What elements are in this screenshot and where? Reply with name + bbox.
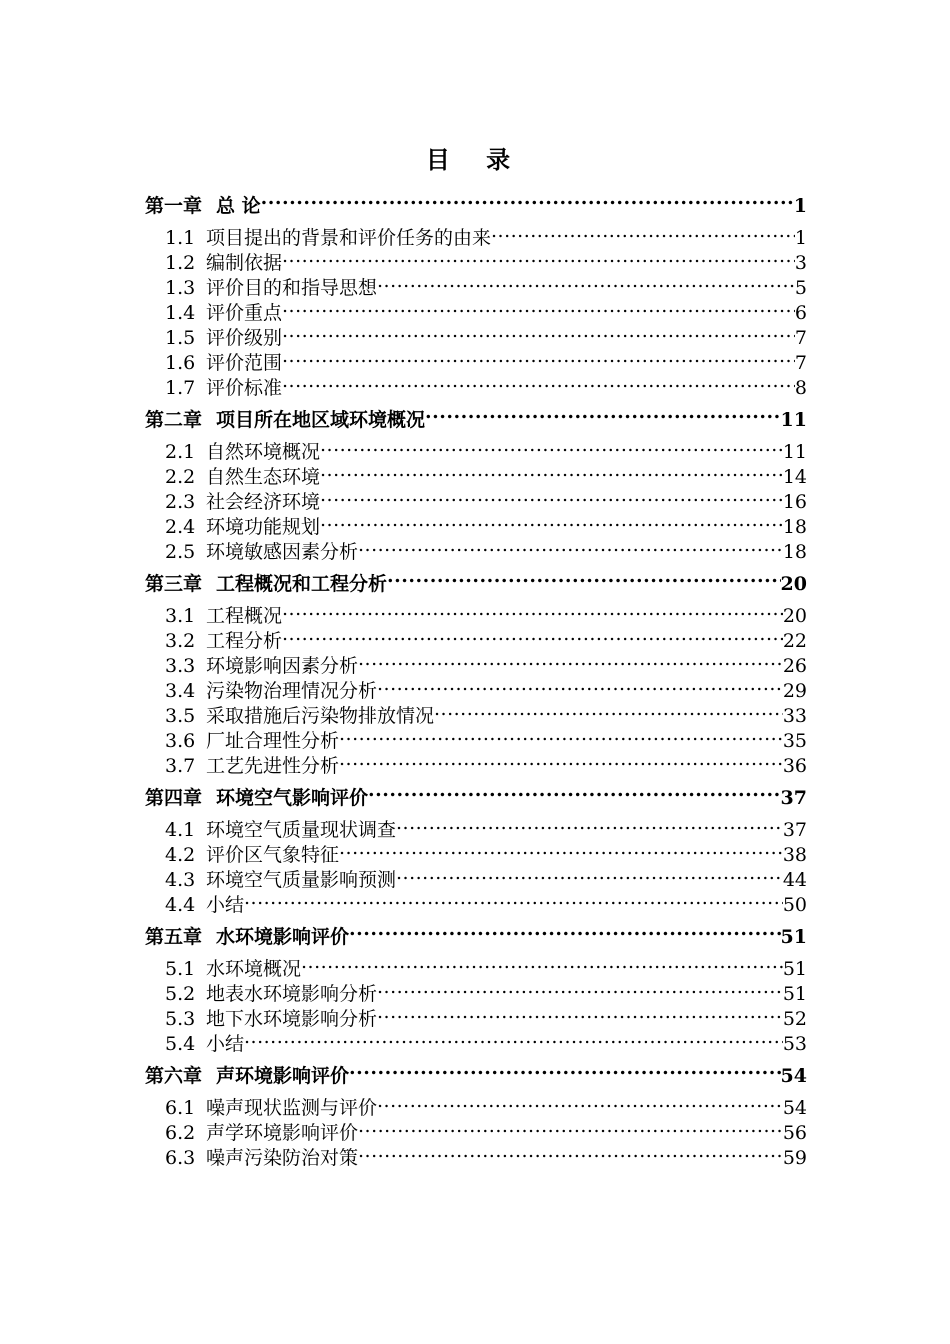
section-title: 评价目的和指导思想 xyxy=(206,277,378,299)
dot-leader xyxy=(349,1063,781,1082)
dot-leader xyxy=(358,539,783,558)
section-title: 采取措施后污染物排放情况 xyxy=(206,705,435,727)
dot-leader xyxy=(320,439,783,458)
toc-section-entry[interactable] xyxy=(145,350,807,375)
section-title: 环境影响因素分析 xyxy=(206,655,359,677)
toc-section-entry[interactable] xyxy=(145,375,807,400)
chapter-title: 总 论 xyxy=(216,195,261,217)
dot-leader xyxy=(396,817,783,836)
section-page-number: 36 xyxy=(782,755,807,777)
section-title: 编制依据 xyxy=(206,252,283,274)
section-title: 项目提出的背景和评价任务的由来 xyxy=(206,227,492,249)
toc-section-entry[interactable] xyxy=(145,539,807,564)
toc-section-entry[interactable] xyxy=(145,842,807,867)
table-of-contents xyxy=(145,192,807,1170)
section-title: 地表水环境影响分析 xyxy=(206,983,378,1005)
section-page-number: 37 xyxy=(782,819,807,841)
section-title: 地下水环境影响分析 xyxy=(206,1008,378,1030)
chapter-page-number: 37 xyxy=(780,787,807,809)
toc-section-entry[interactable] xyxy=(145,489,807,514)
section-page-number: 59 xyxy=(782,1147,807,1169)
section-page-number: 22 xyxy=(782,630,807,652)
section-number: 2.4 xyxy=(165,516,196,538)
section-number: 3.4 xyxy=(165,680,196,702)
toc-section-entry[interactable] xyxy=(145,275,807,300)
section-title: 污染物治理情况分析 xyxy=(206,680,378,702)
section-page-number: 51 xyxy=(782,983,807,1005)
toc-section-entry[interactable] xyxy=(145,817,807,842)
section-page-number: 7 xyxy=(794,352,807,374)
toc-chapter-entry[interactable] xyxy=(145,570,807,598)
chapter-page-number: 1 xyxy=(793,195,807,217)
section-title: 噪声污染防治对策 xyxy=(206,1147,359,1169)
section-number: 5.2 xyxy=(165,983,196,1005)
section-title: 声学环境影响评价 xyxy=(206,1122,359,1144)
chapter-title: 环境空气影响评价 xyxy=(216,787,369,809)
section-page-number: 3 xyxy=(794,252,807,274)
dot-leader xyxy=(349,924,781,943)
section-page-number: 44 xyxy=(782,869,807,891)
section-title: 噪声现状监测与评价 xyxy=(206,1097,378,1119)
dot-leader xyxy=(377,981,783,1000)
dot-leader xyxy=(282,350,795,369)
section-number: 3.6 xyxy=(165,730,196,752)
dot-leader xyxy=(387,571,781,590)
dot-leader xyxy=(358,1145,783,1164)
dot-leader xyxy=(261,193,794,212)
section-number: 1.7 xyxy=(165,377,196,399)
toc-section-entry[interactable] xyxy=(145,225,807,250)
section-title: 工程概况 xyxy=(206,605,283,627)
section-number: 2.2 xyxy=(165,466,196,488)
section-page-number: 35 xyxy=(782,730,807,752)
section-title: 工艺先进性分析 xyxy=(206,755,340,777)
chapter-number: 第四章 xyxy=(145,787,203,809)
section-number: 1.6 xyxy=(165,352,196,374)
toc-section-entry[interactable] xyxy=(145,1120,807,1145)
section-number: 5.4 xyxy=(165,1033,196,1055)
section-title: 评价级别 xyxy=(206,327,283,349)
toc-chapter-entry[interactable] xyxy=(145,784,807,812)
dot-leader xyxy=(434,703,783,722)
dot-leader xyxy=(320,464,783,483)
dot-leader xyxy=(320,489,783,508)
section-number: 2.3 xyxy=(165,491,196,513)
section-title: 厂址合理性分析 xyxy=(206,730,340,752)
dot-leader xyxy=(377,1006,783,1025)
toc-section-entry[interactable] xyxy=(145,728,807,753)
section-number: 3.7 xyxy=(165,755,196,777)
section-title: 环境空气质量现状调查 xyxy=(206,819,397,841)
section-number: 2.5 xyxy=(165,541,196,563)
section-page-number: 7 xyxy=(794,327,807,349)
section-title: 小结 xyxy=(206,894,245,916)
dot-leader xyxy=(244,892,783,911)
toc-section-entry[interactable] xyxy=(145,892,807,917)
section-number: 5.3 xyxy=(165,1008,196,1030)
chapter-page-number: 20 xyxy=(780,573,807,595)
section-title: 评价标准 xyxy=(206,377,283,399)
toc-section-entry[interactable] xyxy=(145,514,807,539)
section-number: 3.5 xyxy=(165,705,196,727)
dot-leader xyxy=(491,225,795,244)
section-page-number: 50 xyxy=(782,894,807,916)
section-number: 1.2 xyxy=(165,252,196,274)
section-number: 3.2 xyxy=(165,630,196,652)
section-number: 3.3 xyxy=(165,655,196,677)
toc-section-entry[interactable] xyxy=(145,325,807,350)
section-number: 4.4 xyxy=(165,894,196,916)
dot-leader xyxy=(377,1095,783,1114)
section-title: 环境功能规划 xyxy=(206,516,321,538)
toc-section-entry[interactable] xyxy=(145,300,807,325)
dot-leader xyxy=(244,1031,783,1050)
toc-section-entry[interactable] xyxy=(145,678,807,703)
dot-leader xyxy=(282,300,795,319)
section-number: 1.4 xyxy=(165,302,196,324)
dot-leader xyxy=(282,603,783,622)
dot-leader xyxy=(282,628,783,647)
chapter-number: 第二章 xyxy=(145,409,203,431)
section-title: 评价重点 xyxy=(206,302,283,324)
section-title: 自然环境概况 xyxy=(206,441,321,463)
section-page-number: 18 xyxy=(782,516,807,538)
section-title: 自然生态环境 xyxy=(206,466,321,488)
section-page-number: 26 xyxy=(782,655,807,677)
section-page-number: 29 xyxy=(782,680,807,702)
dot-leader xyxy=(377,275,795,294)
section-page-number: 6 xyxy=(794,302,807,324)
dot-leader xyxy=(282,250,795,269)
dot-leader xyxy=(301,956,783,975)
toc-section-entry[interactable] xyxy=(145,753,807,778)
section-title: 社会经济环境 xyxy=(206,491,321,513)
section-page-number: 52 xyxy=(782,1008,807,1030)
dot-leader xyxy=(377,678,783,697)
chapter-page-number: 54 xyxy=(780,1065,807,1087)
section-title: 工程分析 xyxy=(206,630,283,652)
toc-chapter-entry[interactable] xyxy=(145,923,807,951)
section-page-number: 18 xyxy=(782,541,807,563)
chapter-title: 项目所在地区域环境概况 xyxy=(216,409,426,431)
toc-section-entry[interactable] xyxy=(145,1145,807,1170)
section-page-number: 54 xyxy=(782,1097,807,1119)
dot-leader xyxy=(339,728,783,747)
section-number: 1.5 xyxy=(165,327,196,349)
section-page-number: 53 xyxy=(782,1033,807,1055)
section-number: 1.3 xyxy=(165,277,196,299)
section-page-number: 14 xyxy=(782,466,807,488)
section-page-number: 20 xyxy=(782,605,807,627)
toc-section-entry[interactable] xyxy=(145,1031,807,1056)
dot-leader xyxy=(339,842,783,861)
section-page-number: 38 xyxy=(782,844,807,866)
chapter-number: 第一章 xyxy=(145,195,203,217)
section-page-number: 16 xyxy=(782,491,807,513)
section-number: 5.1 xyxy=(165,958,196,980)
section-title: 小结 xyxy=(206,1033,245,1055)
section-number: 2.1 xyxy=(165,441,196,463)
toc-title: 目 录 xyxy=(425,145,525,174)
toc-section-entry[interactable] xyxy=(145,1006,807,1031)
section-number: 6.2 xyxy=(165,1122,196,1144)
section-title: 水环境概况 xyxy=(206,958,302,980)
toc-section-entry[interactable] xyxy=(145,653,807,678)
section-number: 1.1 xyxy=(165,227,196,249)
section-page-number: 51 xyxy=(782,958,807,980)
section-number: 6.3 xyxy=(165,1147,196,1169)
chapter-title: 工程概况和工程分析 xyxy=(216,573,388,595)
dot-leader xyxy=(358,1120,783,1139)
toc-section-entry[interactable] xyxy=(145,867,807,892)
chapter-number: 第三章 xyxy=(145,573,203,595)
section-title: 环境敏感因素分析 xyxy=(206,541,359,563)
chapter-title: 声环境影响评价 xyxy=(216,1065,350,1087)
section-page-number: 1 xyxy=(794,227,807,249)
toc-section-entry[interactable] xyxy=(145,603,807,628)
section-title: 评价区气象特征 xyxy=(206,844,340,866)
section-number: 6.1 xyxy=(165,1097,196,1119)
dot-leader xyxy=(282,375,795,394)
chapter-page-number: 11 xyxy=(780,409,807,431)
section-number: 4.3 xyxy=(165,869,196,891)
section-title: 环境空气质量影响预测 xyxy=(206,869,397,891)
toc-section-entry[interactable] xyxy=(145,956,807,981)
section-title: 评价范围 xyxy=(206,352,283,374)
toc-section-entry[interactable] xyxy=(145,250,807,275)
toc-chapter-entry[interactable] xyxy=(145,192,807,220)
dot-leader xyxy=(339,753,783,772)
chapter-number: 第六章 xyxy=(145,1065,203,1087)
section-number: 3.1 xyxy=(165,605,196,627)
section-number: 4.1 xyxy=(165,819,196,841)
toc-chapter-entry[interactable] xyxy=(145,406,807,434)
chapter-title: 水环境影响评价 xyxy=(216,926,350,948)
dot-leader xyxy=(396,867,783,886)
dot-leader xyxy=(282,325,795,344)
section-page-number: 56 xyxy=(782,1122,807,1144)
toc-section-entry[interactable] xyxy=(145,464,807,489)
dot-leader xyxy=(425,407,781,426)
toc-section-entry[interactable] xyxy=(145,1095,807,1120)
section-page-number: 11 xyxy=(782,441,807,463)
section-page-number: 8 xyxy=(794,377,807,399)
toc-chapter-entry[interactable] xyxy=(145,1062,807,1090)
toc-section-entry[interactable] xyxy=(145,439,807,464)
dot-leader xyxy=(358,653,783,672)
section-page-number: 5 xyxy=(794,277,807,299)
dot-leader xyxy=(320,514,783,533)
chapter-number: 第五章 xyxy=(145,926,203,948)
toc-section-entry[interactable] xyxy=(145,981,807,1006)
dot-leader xyxy=(368,785,781,804)
toc-section-entry[interactable] xyxy=(145,703,807,728)
toc-section-entry[interactable] xyxy=(145,628,807,653)
chapter-page-number: 51 xyxy=(780,926,807,948)
section-page-number: 33 xyxy=(782,705,807,727)
section-number: 4.2 xyxy=(165,844,196,866)
